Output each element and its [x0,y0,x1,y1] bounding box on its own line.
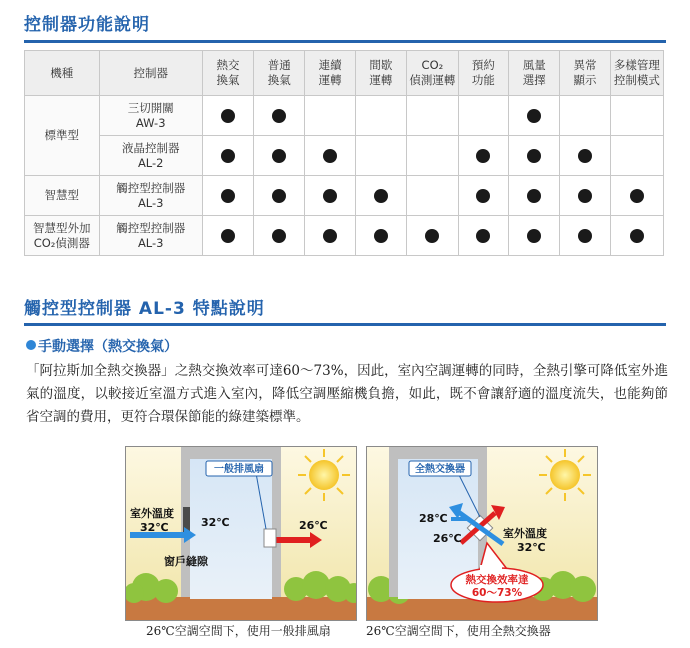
feature-cell [509,96,560,136]
feature-cell [458,136,508,176]
supported-dot-icon [221,149,235,163]
controller-cell: 三切開關 AW-3 [99,96,202,136]
feature-cell [458,216,508,256]
column-header: 機種 [25,51,100,96]
temp-bottom: 26℃ [433,532,462,545]
table-row [25,216,664,256]
feature-cell [560,96,610,136]
supported-dot-icon [272,109,286,123]
supported-dot-icon [630,229,644,243]
figure-exhaust-fan [125,446,357,621]
supported-dot-icon [527,189,541,203]
erv-label: 全熱交換器 [415,464,465,475]
feature-cell [610,96,663,136]
column-header: 多樣管理 控制模式 [610,51,663,96]
figure-heat-exchanger [366,446,598,621]
supported-dot-icon [272,229,286,243]
feature-cell [509,216,560,256]
feature-cell [305,136,355,176]
table-row [25,176,664,216]
feature-cell [355,136,406,176]
fan-label: 一般排風扇 [214,464,264,475]
feature-cell [202,216,253,256]
supported-dot-icon [476,149,490,163]
controller-function-table [24,50,664,256]
supported-dot-icon [527,149,541,163]
supported-dot-icon [476,189,490,203]
feature-cell [407,216,459,256]
heat-exchanger-illustration [367,447,597,620]
temp-top: 28℃ [419,512,448,525]
feature-cell [305,216,355,256]
column-header: CO₂ 偵測運轉 [407,51,459,96]
section-divider [24,323,666,326]
model-cell: 智慧型 [25,176,100,216]
column-header: 連續 運轉 [305,51,355,96]
feature-cell [560,216,610,256]
feature-cell [458,96,508,136]
feature-cell [458,176,508,216]
table-row [25,96,664,136]
column-header: 熱交 換氣 [202,51,253,96]
feature-cell [254,176,305,216]
feature-cell [509,136,560,176]
supported-dot-icon [578,229,592,243]
feature-cell [202,96,253,136]
exhaust-fan-illustration [126,447,356,620]
feature-cell [254,96,305,136]
feature-cell [355,96,406,136]
supported-dot-icon [221,109,235,123]
supported-dot-icon [578,189,592,203]
feature-cell [610,176,663,216]
outdoor-temp: 32℃ [517,541,546,554]
feature-cell [305,96,355,136]
model-cell: 標準型 [25,96,100,176]
feature-cell [305,176,355,216]
room-interior [190,459,272,599]
sun-icon [298,449,350,501]
section-divider [24,40,666,43]
supported-dot-icon [272,149,286,163]
supported-dot-icon [323,149,337,163]
feature-cell [254,216,305,256]
controller-cell: 觸控型控制器 AL-3 [99,216,202,256]
feature-cell [560,176,610,216]
feature-cell [610,136,663,176]
bullet-icon [26,340,36,350]
section-title-al3-features: 觸控型控制器 AL-3 特點說明 [24,299,265,319]
supported-dot-icon [578,149,592,163]
feature-cell [254,136,305,176]
feature-cell [560,136,610,176]
column-header: 風量 選擇 [509,51,560,96]
table-row [25,136,664,176]
section-title-controller-functions: 控制器功能說明 [24,15,150,35]
subheading-manual-select [26,336,178,356]
supported-dot-icon [221,189,235,203]
column-header: 間歇 運轉 [355,51,406,96]
supported-dot-icon [476,229,490,243]
outdoor-temp: 32℃ [140,521,169,534]
feature-cell [407,96,459,136]
supported-dot-icon [323,189,337,203]
outdoor-label: 室外溫度 [130,507,174,520]
feature-cell [509,176,560,216]
supported-dot-icon [630,189,644,203]
inner-temp: 32℃ [201,516,230,529]
outdoor-label: 室外溫度 [503,527,547,540]
supported-dot-icon [221,229,235,243]
feature-cell [355,176,406,216]
feature-cell [355,216,406,256]
feature-cell [407,136,459,176]
feature-cell [610,216,663,256]
exhaust-fan-box [264,529,276,547]
supported-dot-icon [374,229,388,243]
controller-cell: 觸控型控制器 AL-3 [99,176,202,216]
efficiency-line2: 60～73% [471,587,523,599]
supported-dot-icon [527,229,541,243]
caption-exhaust-fan: 26℃空調空間下，使用一般排風扇 [146,624,331,638]
efficiency-line1: 熱交換效率達 [465,574,529,586]
subheading-text: 手動選擇（熱交換氣） [38,339,178,355]
model-cell: 智慧型外加 CO₂偵測器 [25,216,100,256]
supported-dot-icon [527,109,541,123]
column-header: 預約 功能 [458,51,508,96]
column-header: 控制器 [99,51,202,96]
feature-cell [407,176,459,216]
feature-paragraph: 「阿拉斯加全熱交換器」之熱交換效率可達60～73%，因此，室內空調運轉的同時，全熱引擎可降低室外進氣的溫度，以較接近室溫方式進入室內，降低空調壓縮機負擔，如此，既不會讓舒適的溫度流失，也能夠節省空調的費用，更符合環保節能的綠建築標準。 [26,363,668,425]
column-header: 普通 換氣 [254,51,305,96]
gap-label: 窗戶縫隙 [164,555,208,568]
supported-dot-icon [425,229,439,243]
caption-heat-exchanger: 26℃空調空間下，使用全熱交換器 [366,624,551,638]
sun-icon [539,449,591,501]
table-header-row [25,51,664,96]
supported-dot-icon [272,189,286,203]
column-header: 異常 顯示 [560,51,610,96]
room-temp: 26℃ [299,519,328,532]
controller-cell: 液晶控制器 AL-2 [99,136,202,176]
supported-dot-icon [374,189,388,203]
feature-cell [202,176,253,216]
supported-dot-icon [323,229,337,243]
feature-cell [202,136,253,176]
